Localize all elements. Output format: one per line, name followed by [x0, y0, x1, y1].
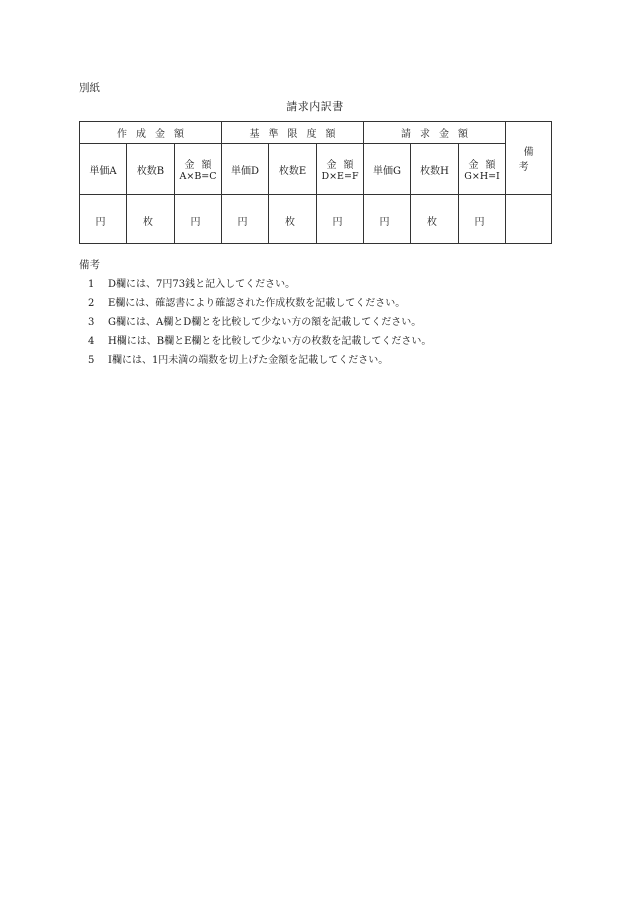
group-label: 請求金額 [401, 129, 478, 140]
entry-cell-c[interactable] [175, 195, 222, 244]
remarks-item [88, 313, 558, 332]
amount-label: 金額 [184, 160, 219, 171]
subheader-count-b: 枚数B [127, 144, 175, 195]
entry-cell-b[interactable] [127, 195, 175, 244]
remarks-item [88, 351, 558, 370]
remarks-list [88, 275, 558, 370]
subheader-amount-i [459, 144, 506, 195]
attachment-label: 別紙 [79, 82, 100, 94]
entry-cell-i[interactable] [459, 195, 506, 244]
entry-cell-a[interactable] [80, 195, 127, 244]
amount-formula: D×E=F [321, 171, 359, 182]
remarks-item-number: 1 [88, 279, 95, 290]
subheader-unit-price-g: 単価G [364, 144, 411, 195]
unit-label: 円 [95, 217, 106, 228]
unit-label: 枚 [285, 217, 296, 228]
unit-label: 円 [474, 217, 485, 228]
document-title: 請求内訳書 [286, 100, 344, 113]
remarks-item-number: 3 [88, 317, 95, 328]
group-label: 基準限度額 [249, 129, 345, 140]
group-label: 作成金額 [117, 129, 194, 140]
unit-label: 円 [237, 217, 248, 228]
entry-cell-g[interactable] [364, 195, 411, 244]
breakdown-table [79, 121, 552, 244]
amount-formula: G×H=I [464, 171, 500, 182]
remarks-item-number: 4 [88, 336, 95, 347]
group-header-row [80, 122, 552, 144]
remarks-item-number: 5 [88, 355, 95, 366]
subheader-row [80, 144, 552, 195]
remarks-item-text: D欄には、7円73銭と記入してください。 [108, 279, 296, 290]
entry-cell-h[interactable] [411, 195, 459, 244]
subheader-unit-price-a: 単価A [80, 144, 127, 195]
remarks-header-label: 備考 [518, 147, 544, 173]
remarks-title: 備考 [79, 259, 100, 271]
remarks-item [88, 275, 558, 294]
remarks-item-text: I欄には、1円未満の端数を切上げた金額を記載してください。 [108, 355, 389, 366]
entry-row [80, 195, 552, 244]
group-header-production-amount [80, 122, 222, 144]
entry-cell-e[interactable] [269, 195, 317, 244]
subheader-unit-price-d: 単価D [222, 144, 269, 195]
subheader-amount-f [317, 144, 364, 195]
subheader-amount-c [175, 144, 222, 195]
entry-cell-remarks[interactable] [506, 195, 552, 244]
unit-label: 円 [332, 217, 343, 228]
unit-label: 枚 [143, 217, 153, 228]
amount-formula: A×B=C [179, 171, 217, 182]
group-header-standard-limit [222, 122, 364, 144]
remarks-column-header [506, 122, 552, 195]
group-header-claim-amount [364, 122, 506, 144]
amount-label: 金額 [326, 160, 361, 171]
remarks-item-text: G欄には、A欄とD欄とを比較して少ない方の額を記載してください。 [108, 317, 422, 328]
unit-label: 円 [190, 217, 201, 228]
remarks-item-number: 2 [88, 298, 95, 309]
remarks-item-text: E欄には、確認書により確認された作成枚数を記載してください。 [108, 298, 406, 309]
unit-label: 枚 [427, 217, 438, 228]
remarks-item [88, 332, 558, 351]
subheader-count-h: 枚数H [411, 144, 459, 195]
subheader-count-e: 枚数E [269, 144, 317, 195]
amount-label: 金額 [468, 160, 503, 171]
entry-cell-f[interactable] [317, 195, 364, 244]
remarks-item-text: H欄には、B欄とE欄とを比較して少ない方の枚数を記載してください。 [108, 336, 432, 347]
entry-cell-d[interactable] [222, 195, 269, 244]
unit-label: 円 [379, 217, 390, 228]
remarks-item [88, 294, 558, 313]
